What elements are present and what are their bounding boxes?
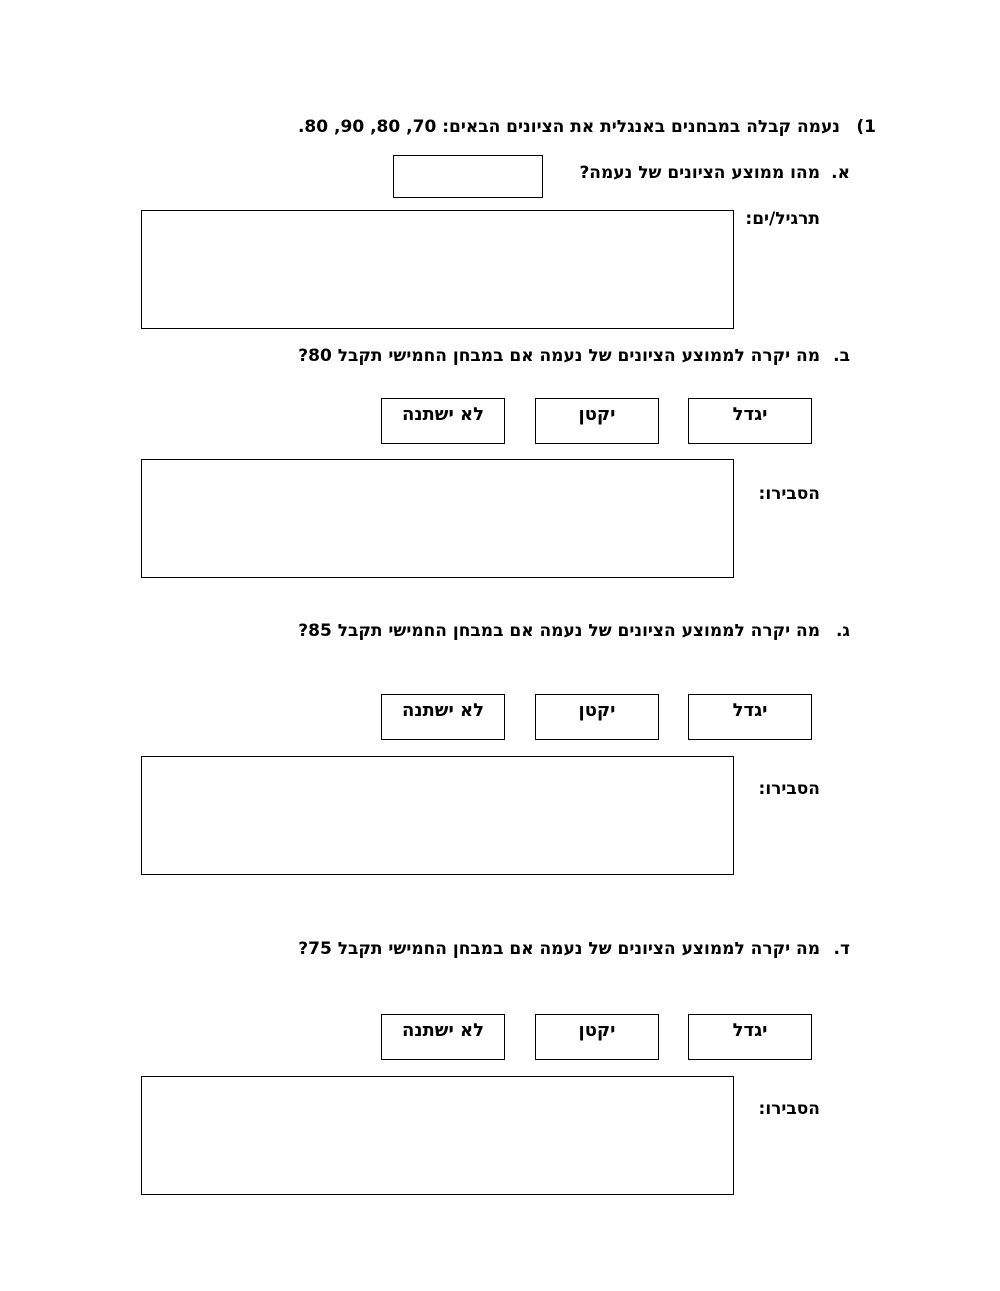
part-d-option-no-change[interactable]: לא ישתנה (381, 1014, 505, 1060)
part-c-option-increase[interactable]: יגדל (688, 694, 812, 740)
part-b-letter: ב. (833, 346, 850, 366)
part-d-explain-box[interactable] (141, 1076, 734, 1195)
part-d-question: מה יקרה לממוצע הציונים של נעמה אם במבחן החמישי תקבל 75? (298, 939, 820, 959)
part-c-explain-label: הסבירו: (758, 779, 820, 799)
part-c-question: מה יקרה לממוצע הציונים של נעמה אם במבחן החמישי תקבל 85? (298, 621, 820, 641)
part-d-letter: ד. (833, 939, 850, 959)
part-a-question: מהו ממוצע הציונים של נעמה? (579, 163, 820, 183)
part-d-option-decrease[interactable]: יקטן (535, 1014, 659, 1060)
part-b-explain-label: הסבירו: (758, 484, 820, 504)
question-text: נעמה קבלה במבחנים באנגלית את הציונים הבאים: 70, 80, 90, 80. (297, 117, 840, 137)
part-a-letter: א. (831, 163, 850, 183)
part-b-option-no-change[interactable]: לא ישתנה (381, 398, 505, 444)
part-a-work-label: תרגיל/ים: (745, 209, 820, 229)
part-b-question: מה יקרה לממוצע הציונים של נעמה אם במבחן החמישי תקבל 80? (298, 346, 820, 366)
part-b-explain-box[interactable] (141, 459, 734, 578)
part-b-option-increase[interactable]: יגדל (688, 398, 812, 444)
part-d-explain-label: הסבירו: (758, 1099, 820, 1119)
question-number: 1) (856, 117, 876, 137)
part-c-option-decrease[interactable]: יקטן (535, 694, 659, 740)
part-c-explain-box[interactable] (141, 756, 734, 875)
part-a-answer-box[interactable] (393, 155, 543, 198)
part-c-letter: ג. (835, 621, 850, 641)
part-b-option-decrease[interactable]: יקטן (535, 398, 659, 444)
part-c-option-no-change[interactable]: לא ישתנה (381, 694, 505, 740)
part-d-option-increase[interactable]: יגדל (688, 1014, 812, 1060)
part-a-work-box[interactable] (141, 210, 734, 329)
